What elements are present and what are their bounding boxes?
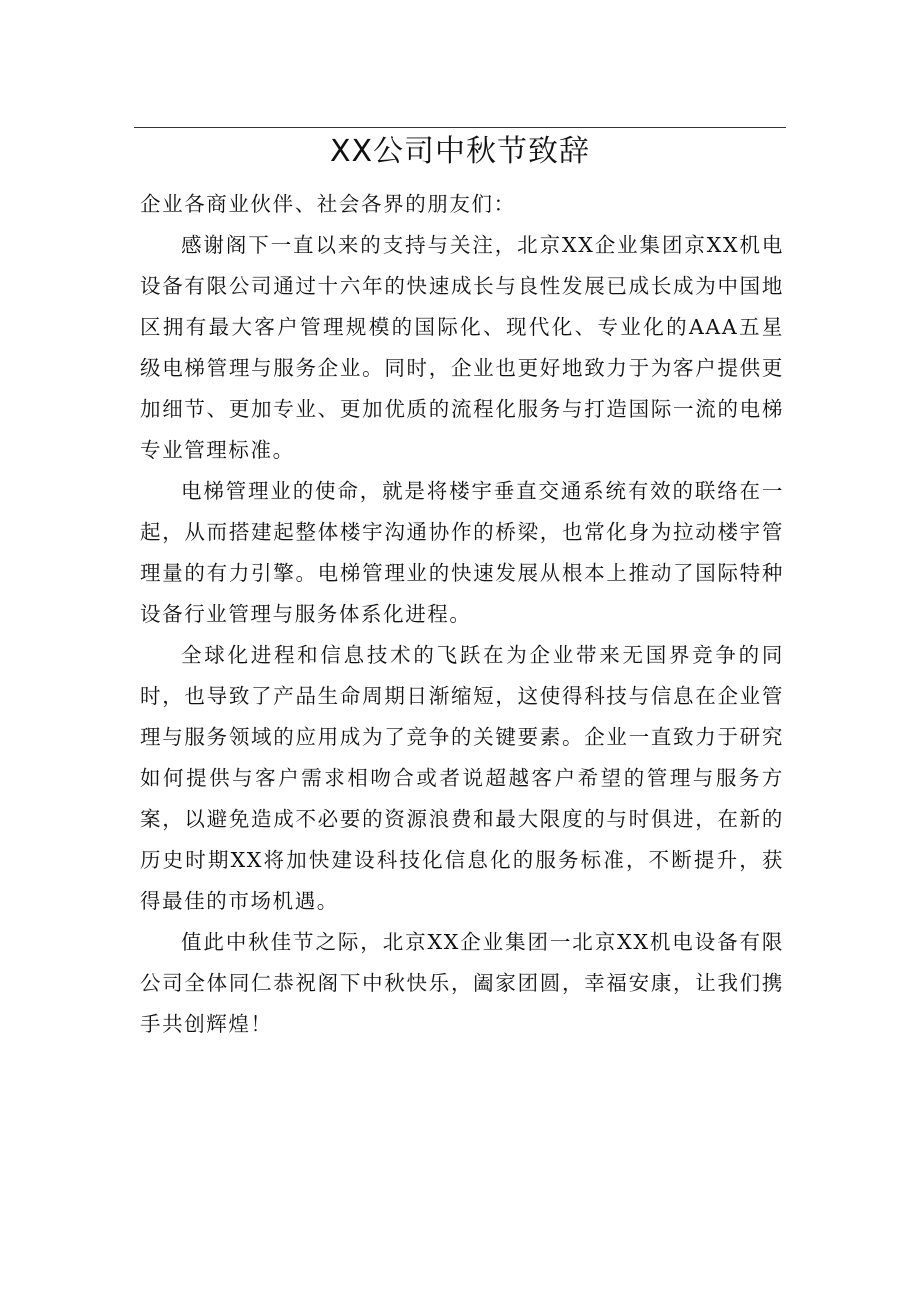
paragraph-mission: 电梯管理业的使命，就是将楼宇垂直交通系统有效的联络在一起，从而搭建起整体楼宇沟通协作的桥梁，也常化身为拉动楼宇管理量的有力引擎。电梯管理业的快速发展从根本上推动了国际特种设备行业管理与服务体系化进程。	[140, 479, 784, 626]
paragraph-globalization: 全球化进程和信息技术的飞跃在为企业带来无国界竞争的同时，也导致了产品生命周期日渐缩短，这使得科技与信息在企业管理与服务领域的应用成为了竞争的关键要素。企业一直致力于研究如何提供与客户需求相吻合或者说超越客户希望的管理与服务方案，以避免造成不必要的资源浪费和最大限度的与时俱进，在新的历史时期XX将加快建设科技化信息化的服务标准，不断提升，获得最佳的市场机遇。	[140, 643, 784, 913]
document-body	[140, 184, 784, 1045]
document-title: XX公司中秋节致辞	[329, 134, 591, 169]
salutation: 企业各商业伙伴、社会各界的朋友们：	[140, 192, 516, 216]
header-rule	[134, 127, 786, 128]
paragraph-thanks: 感谢阁下一直以来的支持与关注，北京XX企业集团京XX机电设备有限公司通过十六年的快速成长与良性发展已成长成为中国地区拥有最大客户管理规模的国际化、现代化、专业化的AAA五星级电梯管理与服务企业。同时，企业也更好地致力于为客户提供更加细节、更加专业、更加优质的流程化服务与打造国际一流的电梯专业管理标准。	[140, 233, 784, 462]
paragraph-greeting: 值此中秋佳节之际，北京XX企业集团一北京XX机电设备有限公司全体同仁恭祝阁下中秋快乐，阖家团圆，幸福安康，让我们携手共创辉煌！	[140, 930, 784, 1036]
